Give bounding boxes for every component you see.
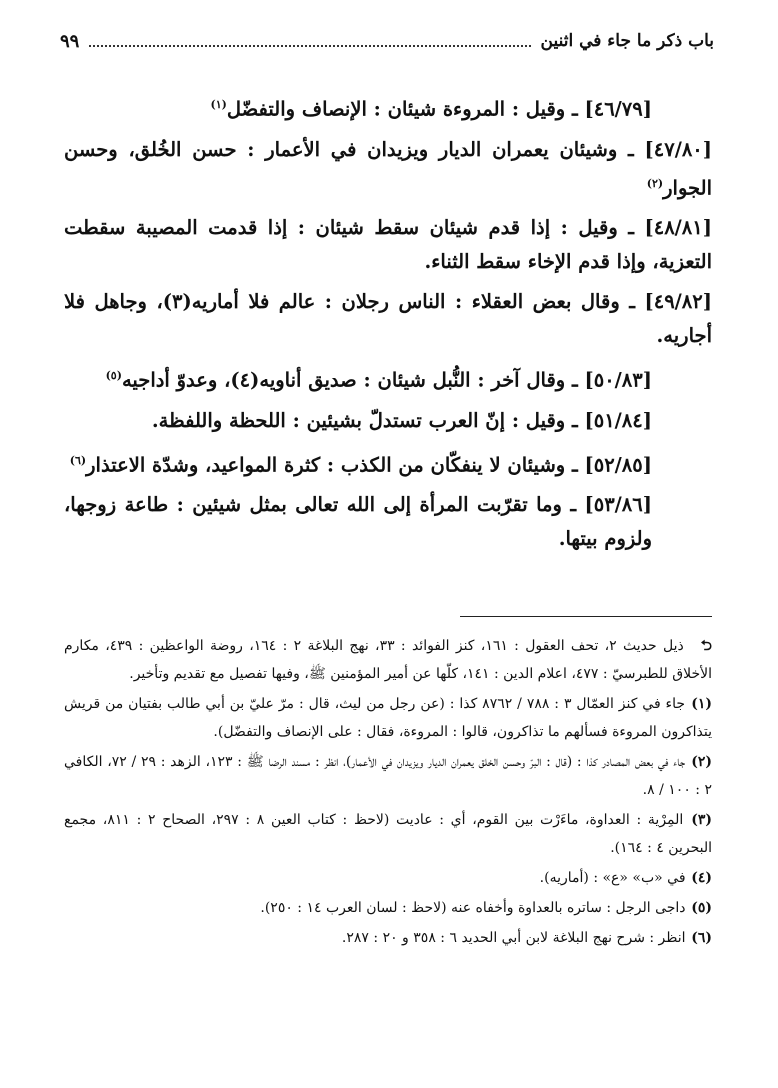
entry-50-83: [٥٠/٨٣] ـ وقال آخر : النُّبل شيئان : صديق أناويه(٤)، وعدوّ أداجيه$^{(٥)}$ bbox=[105, 368, 652, 392]
entry-46-79: [٤٦/٧٩] ـ وقيل : المروءة شيئان : الإنصاف والتفضّل$^{(١)}$ bbox=[210, 97, 652, 121]
footnotes bbox=[64, 632, 712, 954]
entry-51-84: [٥١/٨٤] ـ وقيل : إنّ العرب تستدلّ بشيئين : اللحظة واللفظة. bbox=[151, 408, 652, 432]
footnote-5: (٥) داجى الرجل : ساتره بالعداوة وأخفاه عنه (لاحظ : لسان العرب ١٤ : ٢٥٠). bbox=[260, 900, 712, 916]
entry-48-81: [٤٨/٨١] ـ وقيل : إذا قدم شيئان سقط شيئان : إذا قدمت المصيبة سقطت التعزية، وإذا قدم الإخاء سقط الثناء. bbox=[64, 216, 712, 273]
footnote-6: (٦) انظر : شرح نهج البلاغة لابن أبي الحديد ٦ : ٣٥٨ و ٢٠ : ٢٨٧. bbox=[341, 930, 712, 946]
source-arrow-icon: ⮌ bbox=[700, 638, 713, 654]
page-number: ٩٩ bbox=[60, 30, 80, 52]
header-title: باب ذكر ما جاء في اثنين bbox=[540, 31, 714, 51]
entry-52-85: [٥٢/٨٥] ـ وشيئان لا ينفكّان من الكذب : كثرة المواعيد، وشدّة الاعتذار$^{(٦)}$ bbox=[69, 453, 652, 476]
footnote-divider bbox=[460, 616, 712, 617]
footnote-2: (٢) جاء في بعض المصادر كذا : (قال : البرّ وحسن الخلق يعمران الديار ويزيدان في الأعمار)، انظر : مسند الرضا ﷺ : ١٢٣، الزهد : ٢٩ / ٧٢، الكافي ٢ : ١٠٠ / ٨. bbox=[64, 754, 713, 798]
entry-47-80: [٤٧/٨٠] ـ وشيئان يعمران الديار ويزيدان في الأعمار : حسن الخُلق، وحسن الجوار$^{(٢)}$ bbox=[64, 137, 713, 199]
entry-49-82: [٤٩/٨٢] ـ وقال بعض العقلاء : الناس رجلان : عالم فلا أماريه(٣)، وجاهل فلا أجاريه. bbox=[64, 290, 712, 347]
main-text bbox=[64, 88, 712, 562]
footnote-source: ⮌ ذيل حديث ٢، تحف العقول : ١٦١، كنز الفوائد : ٣٣، نهج البلاغة ٢ : ١٦٤، روضة الواعظين : ٤٣٩، مكارم الأخلاق للطبرسيّ : ٤٧٧، اعلام الدين : ١٤١، كلّها عن أمير المؤمنين ﷺ، وفيها تفصيل مع تقديم وتأخير. bbox=[64, 632, 712, 688]
running-header bbox=[60, 26, 714, 56]
header-dot-leader bbox=[89, 35, 530, 47]
footnote-1: (١) جاء في كنز العمّال ٣ : ٧٨٨ / ٨٧٦٢ كذا : (عن رجل من ليث، قال : مرّ عليّ بن أبي طالب بفتيان من قريش يتذاكرون المروءة فسألهم ما تذاكرون، قالوا : المروءة، فقال : على الإنصاف والتفضّل). bbox=[64, 696, 712, 740]
entry-53-86: [٥٣/٨٦] ـ وما تقرّبت المرأة إلى الله تعالى بمثل شيئين : طاعة زوجها، ولزوم بيتها. bbox=[64, 493, 652, 550]
footnote-3: (٣) المِرْية : العداوة، ماءَرْت بين القوم، أي : عاديت (لاحظ : كتاب العين ٨ : ٢٩٧، الصحاح ٢ : ٨١١، مجمع البحرين ٤ : ١٦٤). bbox=[64, 812, 712, 856]
footnote-4: (٤) في «ب» «ع» : (أماريه). bbox=[539, 870, 712, 886]
